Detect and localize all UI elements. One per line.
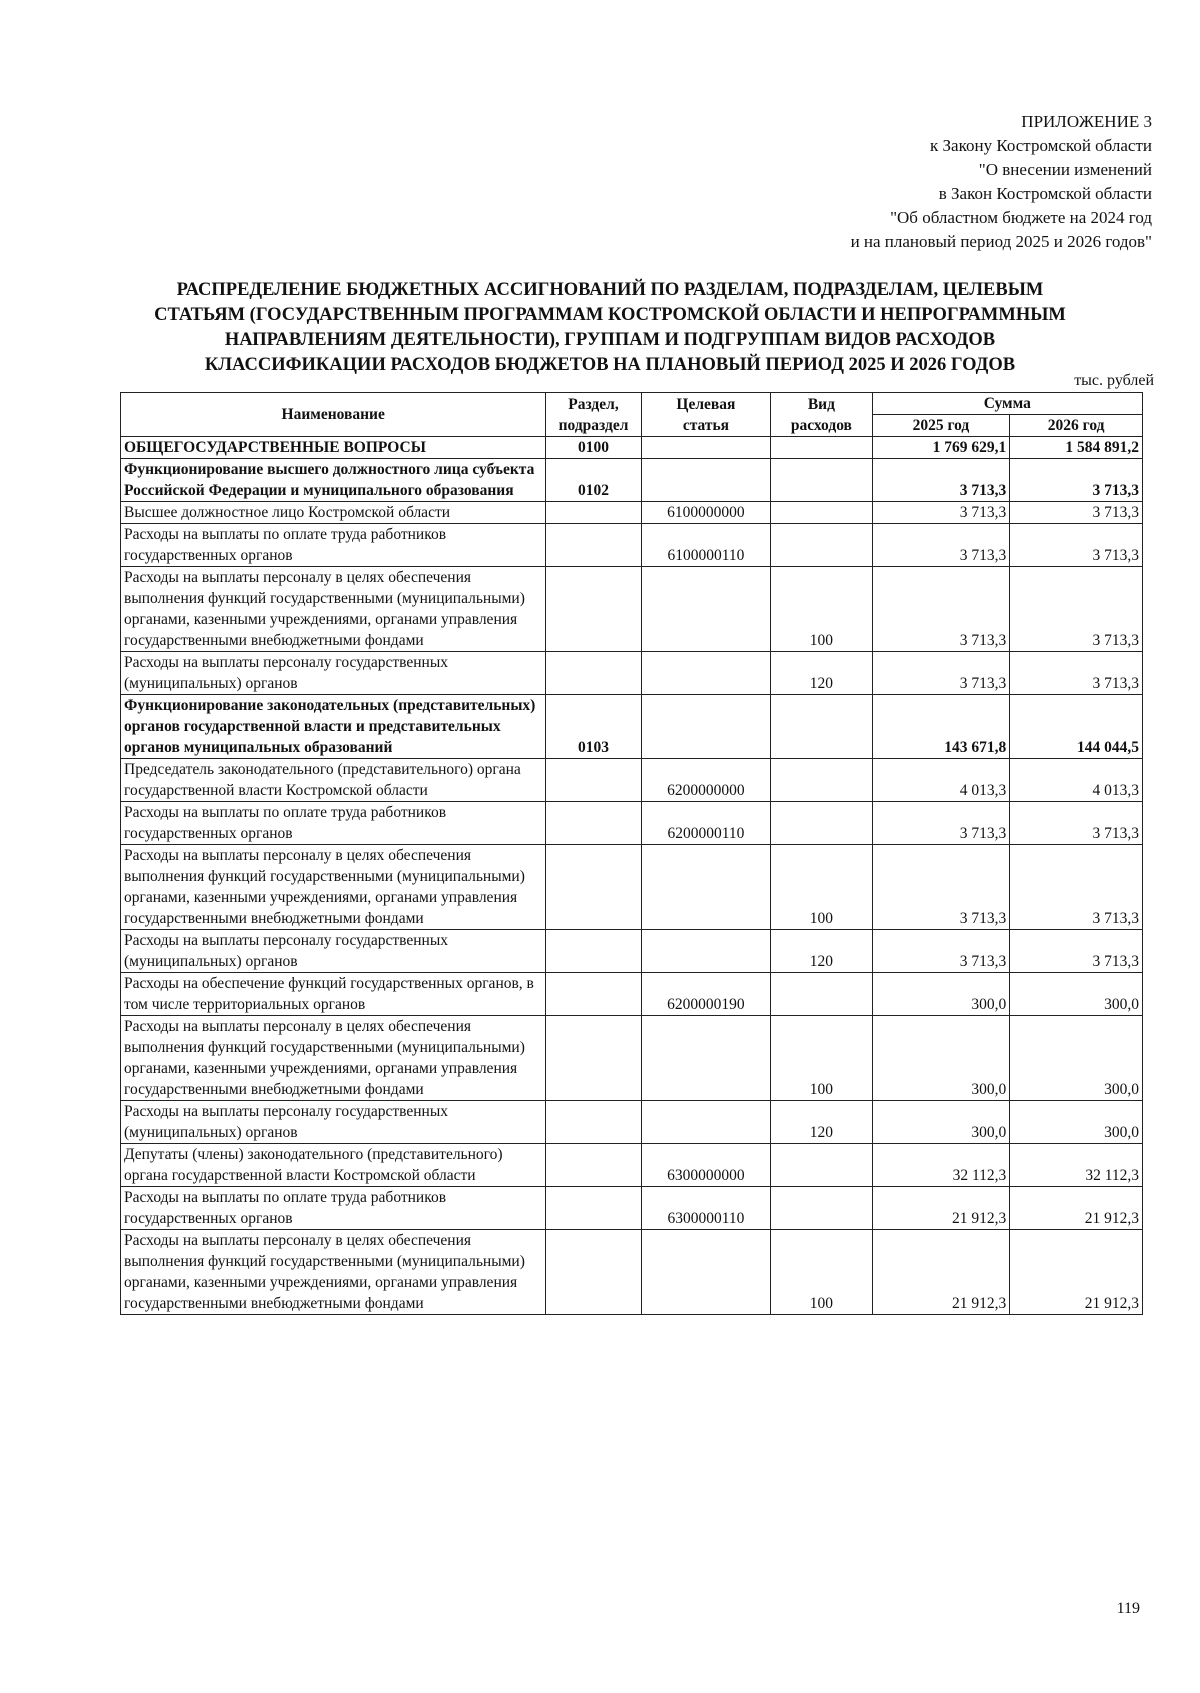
row-amount-2026: 32 112,3 (1010, 1144, 1143, 1187)
row-amount-2025: 3 713,3 (872, 930, 1010, 973)
table-row (121, 652, 1143, 695)
page-number: 119 (1116, 1600, 1140, 1617)
row-target (641, 567, 771, 652)
row-name: ОБЩЕГОСУДАРСТВЕННЫЕ ВОПРОСЫ (121, 437, 546, 459)
row-section: 0103 (546, 695, 641, 759)
row-target: 6300000000 (641, 1144, 771, 1187)
row-target (641, 1016, 771, 1101)
row-exptype (771, 459, 872, 502)
header-section-line2: подраздел (558, 416, 629, 434)
row-target (641, 845, 771, 930)
appendix-line: к Закону Костромской области (930, 136, 1152, 155)
row-name: Функционирование законодательных (представительных) органов государственной власти и представительных органов муниципальных образований (121, 695, 546, 759)
row-exptype (771, 802, 872, 845)
row-name: Расходы на выплаты персоналу государственных (муниципальных) органов (121, 930, 546, 973)
appendix-line: в Закон Костромской области (938, 184, 1152, 203)
row-name: Расходы на выплаты персоналу государственных (муниципальных) органов (121, 652, 546, 695)
row-exptype (771, 759, 872, 802)
table-row (121, 759, 1143, 802)
row-exptype (771, 973, 872, 1016)
table-row (121, 1101, 1143, 1144)
row-amount-2026: 21 912,3 (1010, 1230, 1143, 1315)
row-name: Расходы на выплаты по оплате труда работников государственных органов (121, 1187, 546, 1230)
row-section (546, 567, 641, 652)
row-amount-2026: 1 584 891,2 (1010, 437, 1143, 459)
row-exptype: 120 (771, 652, 872, 695)
header-row (121, 393, 1143, 415)
table-row (121, 802, 1143, 845)
row-amount-2026: 3 713,3 (1010, 459, 1143, 502)
table-row (121, 437, 1143, 459)
table-row (121, 1187, 1143, 1230)
header-section (546, 393, 641, 437)
row-amount-2025: 3 713,3 (872, 802, 1010, 845)
row-amount-2025: 32 112,3 (872, 1144, 1010, 1187)
row-amount-2025: 3 713,3 (872, 567, 1010, 652)
table-row (121, 524, 1143, 567)
row-amount-2026: 3 713,3 (1010, 802, 1143, 845)
row-target (641, 437, 771, 459)
row-target (641, 459, 771, 502)
row-target: 6100000000 (641, 502, 771, 524)
row-target: 6200000190 (641, 973, 771, 1016)
row-section: 0100 (546, 437, 641, 459)
row-section (546, 1101, 641, 1144)
header-target-line1: Целевая (676, 395, 736, 413)
row-exptype: 120 (771, 930, 872, 973)
row-exptype: 100 (771, 845, 872, 930)
row-section: 0102 (546, 459, 641, 502)
header-section-line1: Раздел, (568, 395, 619, 413)
row-name: Расходы на выплаты по оплате труда работников государственных органов (121, 524, 546, 567)
row-name: Высшее должностное лицо Костромской области (121, 502, 546, 524)
row-amount-2025: 3 713,3 (872, 652, 1010, 695)
appendix-line: и на плановый период 2025 и 2026 годов" (850, 232, 1152, 251)
row-amount-2025: 21 912,3 (872, 1230, 1010, 1315)
header-exptype-line1: Вид (807, 395, 835, 413)
title-line: КЛАССИФИКАЦИИ РАСХОДОВ БЮДЖЕТОВ НА ПЛАНОВЫЙ ПЕРИОД 2025 И 2026 ГОДОВ (204, 355, 1016, 375)
row-exptype (771, 437, 872, 459)
row-exptype (771, 1144, 872, 1187)
row-section (546, 759, 641, 802)
header-2026: 2026 год (1010, 415, 1143, 437)
row-amount-2026: 3 713,3 (1010, 524, 1143, 567)
row-exptype: 100 (771, 1016, 872, 1101)
header-sum: Сумма (872, 393, 1142, 415)
row-name: Расходы на выплаты персоналу в целях обеспечения выполнения функций государственными (муниципальными) органами, казенными учреждениями, органами управления государственными внебюджетными фондами (121, 1016, 546, 1101)
appendix-line: "Об областном бюджете на 2024 год (890, 208, 1152, 227)
row-amount-2026: 3 713,3 (1010, 930, 1143, 973)
title-line: СТАТЬЯМ (ГОСУДАРСТВЕННЫМ ПРОГРАММАМ КОСТРОМСКОЙ ОБЛАСТИ И НЕПРОГРАММНЫМ (154, 305, 1066, 325)
row-amount-2025: 3 713,3 (872, 502, 1010, 524)
row-name: Расходы на выплаты персоналу государственных (муниципальных) органов (121, 1101, 546, 1144)
row-amount-2025: 1 769 629,1 (872, 437, 1010, 459)
row-amount-2025: 3 713,3 (872, 524, 1010, 567)
row-target: 6100000110 (641, 524, 771, 567)
row-amount-2025: 143 671,8 (872, 695, 1010, 759)
table-row (121, 845, 1143, 930)
row-amount-2026: 300,0 (1010, 1016, 1143, 1101)
document-title (110, 278, 1110, 378)
row-name: Депутаты (члены) законодательного (представительного) органа государственной власти Костромской области (121, 1144, 546, 1187)
row-name: Функционирование высшего должностного лица субъекта Российской Федерации и муниципального образования (121, 459, 546, 502)
row-section (546, 930, 641, 973)
row-target (641, 930, 771, 973)
row-name: Председатель законодательного (представительного) органа государственной власти Костромской области (121, 759, 546, 802)
row-name: Расходы на выплаты по оплате труда работников государственных органов (121, 802, 546, 845)
row-target (641, 652, 771, 695)
row-amount-2026: 3 713,3 (1010, 845, 1143, 930)
row-amount-2026: 300,0 (1010, 1101, 1143, 1144)
row-target (641, 1101, 771, 1144)
row-exptype: 120 (771, 1101, 872, 1144)
row-name: Расходы на выплаты персоналу в целях обеспечения выполнения функций государственными (муниципальными) органами, казенными учреждениями, органами управления государственными внебюджетными фондами (121, 567, 546, 652)
row-amount-2026: 3 713,3 (1010, 502, 1143, 524)
row-section (546, 1016, 641, 1101)
appendix-line: ПРИЛОЖЕНИЕ 3 (1021, 112, 1152, 131)
table-body (121, 437, 1143, 1315)
row-exptype (771, 695, 872, 759)
header-exptype (771, 393, 872, 437)
row-name: Расходы на выплаты персоналу в целях обеспечения выполнения функций государственными (муниципальными) органами, казенными учреждениями, органами управления государственными внебюджетными фондами (121, 1230, 546, 1315)
header-target-line2: статья (682, 416, 730, 434)
row-section (546, 1230, 641, 1315)
table-row (121, 973, 1143, 1016)
row-amount-2025: 4 013,3 (872, 759, 1010, 802)
row-amount-2026: 4 013,3 (1010, 759, 1143, 802)
table-row (121, 930, 1143, 973)
row-amount-2025: 300,0 (872, 1016, 1010, 1101)
row-exptype: 100 (771, 567, 872, 652)
table-row (121, 459, 1143, 502)
row-name: Расходы на обеспечение функций государственных органов, в том числе территориальных органов (121, 973, 546, 1016)
table-row (121, 1144, 1143, 1187)
title-line: НАПРАВЛЕНИЯМ ДЕЯТЕЛЬНОСТИ), ГРУППАМ И ПОДГРУППАМ ВИДОВ РАСХОДОВ (224, 330, 996, 350)
row-section (546, 1187, 641, 1230)
row-exptype (771, 502, 872, 524)
budget-table (120, 392, 1143, 1315)
row-amount-2025: 3 713,3 (872, 459, 1010, 502)
row-exptype (771, 1187, 872, 1230)
row-target (641, 695, 771, 759)
row-target (641, 1230, 771, 1315)
row-target: 6200000110 (641, 802, 771, 845)
row-exptype (771, 524, 872, 567)
row-section (546, 845, 641, 930)
appendix-header (851, 110, 1152, 254)
row-exptype: 100 (771, 1230, 872, 1315)
header-exptype-line2: расходов (790, 416, 852, 434)
table-row (121, 567, 1143, 652)
row-section (546, 652, 641, 695)
row-section (546, 502, 641, 524)
appendix-line: "О внесении изменений (978, 160, 1152, 179)
table-row (121, 695, 1143, 759)
header-target (641, 393, 771, 437)
header-2025: 2025 год (872, 415, 1010, 437)
row-amount-2025: 3 713,3 (872, 845, 1010, 930)
row-section (546, 1144, 641, 1187)
row-target: 6200000000 (641, 759, 771, 802)
row-amount-2026: 300,0 (1010, 973, 1143, 1016)
row-section (546, 524, 641, 567)
row-name: Расходы на выплаты персоналу в целях обеспечения выполнения функций государственными (муниципальными) органами, казенными учреждениями, органами управления государственными внебюджетными фондами (121, 845, 546, 930)
row-amount-2026: 3 713,3 (1010, 652, 1143, 695)
row-target: 6300000110 (641, 1187, 771, 1230)
row-amount-2025: 300,0 (872, 1101, 1010, 1144)
row-amount-2025: 300,0 (872, 973, 1010, 1016)
row-section (546, 802, 641, 845)
table-row (121, 1016, 1143, 1101)
row-amount-2026: 3 713,3 (1010, 567, 1143, 652)
row-amount-2026: 144 044,5 (1010, 695, 1143, 759)
units-label: тыс. рублей (1074, 372, 1154, 389)
row-section (546, 973, 641, 1016)
title-line: РАСПРЕДЕЛЕНИЕ БЮДЖЕТНЫХ АССИГНОВАНИЙ ПО РАЗДЕЛАМ, ПОДРАЗДЕЛАМ, ЦЕЛЕВЫМ (176, 280, 1044, 300)
table-row (121, 1230, 1143, 1315)
row-amount-2025: 21 912,3 (872, 1187, 1010, 1230)
table-row (121, 502, 1143, 524)
row-amount-2026: 21 912,3 (1010, 1187, 1143, 1230)
header-name: Наименование (121, 393, 546, 437)
